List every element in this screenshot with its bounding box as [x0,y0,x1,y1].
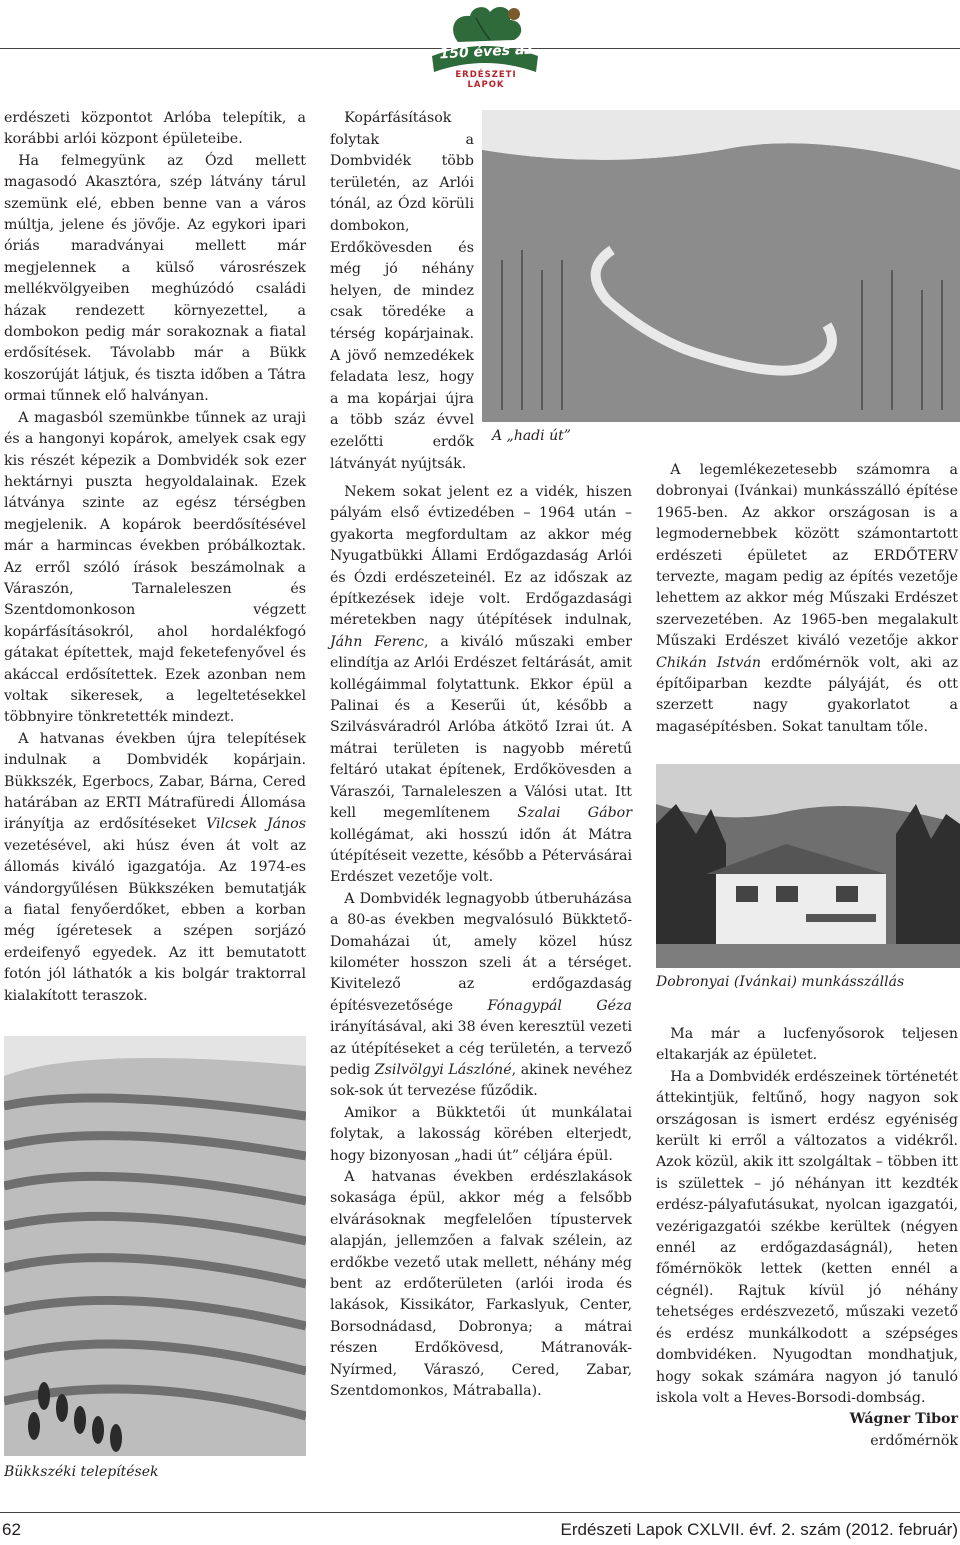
page-number: 62 [2,1520,21,1539]
logo-title-line1: ERDÉSZETI [455,70,517,80]
logo-badge-text: 150 éves az [439,41,533,63]
person-name: Chikán István [656,654,762,671]
paragraph: Ha felmegyünk az Ózd mellett magasodó Akasztóra, szép látvány tárul szemünk elé, ebben benne van a város múltja, jelene és jövője. Az egykori ipari óriás maradványai mellett már megjelennek a külső városrészek mellékvölgyeiben meghúzódó családi házak rendezett környezettel, a dombokon pedig már sorakoznak a fiatal erdősítések. Távolabb már a Bükk koszorúját látjuk, és tiszta időben a Tátra ormai tűnnek elő halványan. [4,152,306,405]
column-right-top [656,460,958,738]
author-name: Wágner Tibor [849,1411,958,1428]
paragraph: Kopárfásítások folytak a Dombvidék több területén, az Arlói tónál, az Ózd körüli dombokon, Erdőkövesden és még jó néhány helyen, de mindez csak töredéke a térség kopárjainak. A jövő nemzedékek feladata lesz, hogy a ma kopárjai újra a több száz évvel ezelőtti erdők látványát nyújtsák. [330,110,474,472]
journal-issue: Erdészeti Lapok CXLVII. évf. 2. szám (2012. február) [560,1520,958,1539]
caption-terraced-plantations: Bükkszéki telepítések [4,1464,159,1480]
photo-hadi-ut-road [482,110,960,422]
paragraph: A hatvanas években újra telepítések indulnak a Dombvidék kopárjain. Bükkszék, Egerbocs, Zabar, Bárna, Cered határában az ERTI Mátrafüredi Állomása irányítja az erdősítéseket Vilcsek János vezetésével, aki húsz éven át volt az állomás kiváló igazgatója. Az 1974-es vándorgyűlésen Bükkszéken bemutatják a fiatal fenyőerdőket, ebben a korban még ígéretesek a szépen sorjázó erdeifenyő egyedek. Az itt bemutatott fotón jól láthatók a kis bolgár traktorral kialakított teraszok. [4,730,306,1004]
person-name: Vilcsek János [205,816,306,833]
paragraph: A Dombvidék legnagyobb útberuházása a 80-as években megvalósuló Bükktető-Domaházai út, amely közel húsz kilométer hosszon szeli át a térséget. Kivitelező az erdőgazdaság építésvezetősége Fónagypál Géza irányításával, aki 38 éven keresztül vezeti az útépítéseket a cég területén, a tervező pedig Zsilvölgyi Lászlóné, akinek nevéhez sok-sok út tervezése fűződik. [330,890,632,1100]
photo-workers-hostel [656,764,960,968]
paragraph: A legemlékezetesebb számomra a dobronyai (Ivánkai) munkásszálló építése 1965-ben. Az akkor országosan is a legmodernebbek között számontartott erdészeti épületet az ERDŐTERV tervezte, magam pedig az építés vezetője lehettem az akkor még Műszaki Erdészet szervezetében. Az 1965-ben megalakult Műszaki Erdészet kiváló vezetője akkor Chikán István erdőmérnök volt, aki az építőiparban kezdte pályáját, és ott szerzett nagy gyakorlatot a magasépítésben. Sokat tanultam tőle. [656,462,958,735]
footer-rule [0,1512,960,1513]
logo-title-line2: LAPOK [467,80,505,90]
anniversary-logo [418,0,552,100]
paragraph: Ma már a lucfenyősorok teljesen eltakarják az épületet. [656,1026,958,1064]
column-left [4,108,306,1007]
person-name: Szalai Gábor [517,805,632,822]
author-title: erdőmérnök [870,1432,958,1449]
paragraph: erdészeti központot Arlóba telepítik, a korábbi arlói központ épületeibe. [4,110,306,148]
paragraph: Ha a Dombvidék erdészeinek történetét áttekintjük, feltűnő, hogy nagyon sok országosan is ismert erdész egyéniség került ki erről a változatos a vidékről. Azok közül, akik itt szolgáltak – többen itt is születtek – jó néhányan itt kezdték erdész-pályafutásukat, nyolcan igazgatói, vezérigazgatói székbe kerültek (négyen ennél az erdőgazdaságnál), heten főmérnökök lettek (ketten ennél a cégnél). Rajtuk kívül jó néhány tehetséges erdészvezető, műszaki vezető és erdész munkálkodott a szépséges dombvidéken. Nyugodtan mondhatjuk, hogy sokak számára nagyon jó tanuló iskola volt a Heves-Borsodi-dombság. [656,1068,958,1406]
person-name: Jáhn Ferenc [330,633,424,650]
paragraph: Nekem sokat jelent ez a vidék, hiszen pályám első évtizedében – 1964 után – gyakorta megfordultam az akkor még Nyugatbükki Állami Erdőgazdaság Arlói és Ózdi erdészeteinél. Ez az időszak az építkezések ideje volt. Erdőgazdasági méretekben nagy útépítések indulnak, Jáhn Ferenc, a kiváló műszaki ember elindítja az Arlói Erdészet feltárását, amit kollégáimmal folytattunk. Ekkor épül a Palinai és a Keserűi út, később a Szilvásváradról Arlóba átkötő Izrai út. A mátrai területen is nagyobb méretű feltáró utakat építenek, Erdőkövesden a Váraszói, Tarnaleleszen a Válósi utat. Itt kell megemlítenem Szalai Gábor kollégámat, aki hosszú időn át Mátra útépítéseit vezette, később a Pétervásárai Erdészet vezetője volt. [330,484,633,886]
caption-workers-hostel: Dobronyai (Ivánkai) munkásszállás [656,974,905,990]
photo-terraced-plantations [4,1036,306,1456]
paragraph: Amikor a Bükktetői út munkálatai folytak, a lakosság körében elterjedt, hogy bizonyosan „hadi út” céljára épül. [330,1104,632,1164]
person-name: Fónagypál Géza [487,997,632,1014]
column-right [656,1024,958,1452]
person-name: Zsilvölgyi Lászlóné [374,1061,512,1078]
column-middle-top [330,108,474,475]
caption-hadi-ut: A „hadi út” [492,428,571,444]
paragraph: A hatvanas években erdészlakások sokasága épül, akkor még a felsőbb elvárásoknak megfelelően típustervek alapján, jellemzően a falvak szélein, az erdőkbe vezető utak mellett, néhány még bent az erdőterületen (arlói iroda és lakások, Kissikátor, Farkaslyuk, Center, Borsodnádasd, Dobronya; a mátrai részen Erdőkövesd, Mátranovák-Nyírmed, Váraszó, Cered, Zabar, Szentdomonkos, Mátraballa). [330,1169,632,1400]
column-middle [330,482,632,1402]
paragraph: A magasból szemünkbe tűnnek az uraji és a hangonyi kopárok, amelyek csak egy kis részét képezik a Dombvidék sok ezer hektárnyi puszta hegyoldalainak. Ezek látványa szinte az egész térségben megjelenik. A kopárok beerdősítésével már a harmincas években próbálkoztak. Az erről szóló írások beszámolnak a Váraszón, Tarnaleleszen és Szentdomonkoson végzett kopárfásításokról, ahol hordalékfogó gátakat építettek, majd feketefenyővel és akáccal erdősítettek. Ezek azonban nem voltak sikeresek, a legeltetésekkel többnyire tönkretették mindezt. [4,409,306,726]
